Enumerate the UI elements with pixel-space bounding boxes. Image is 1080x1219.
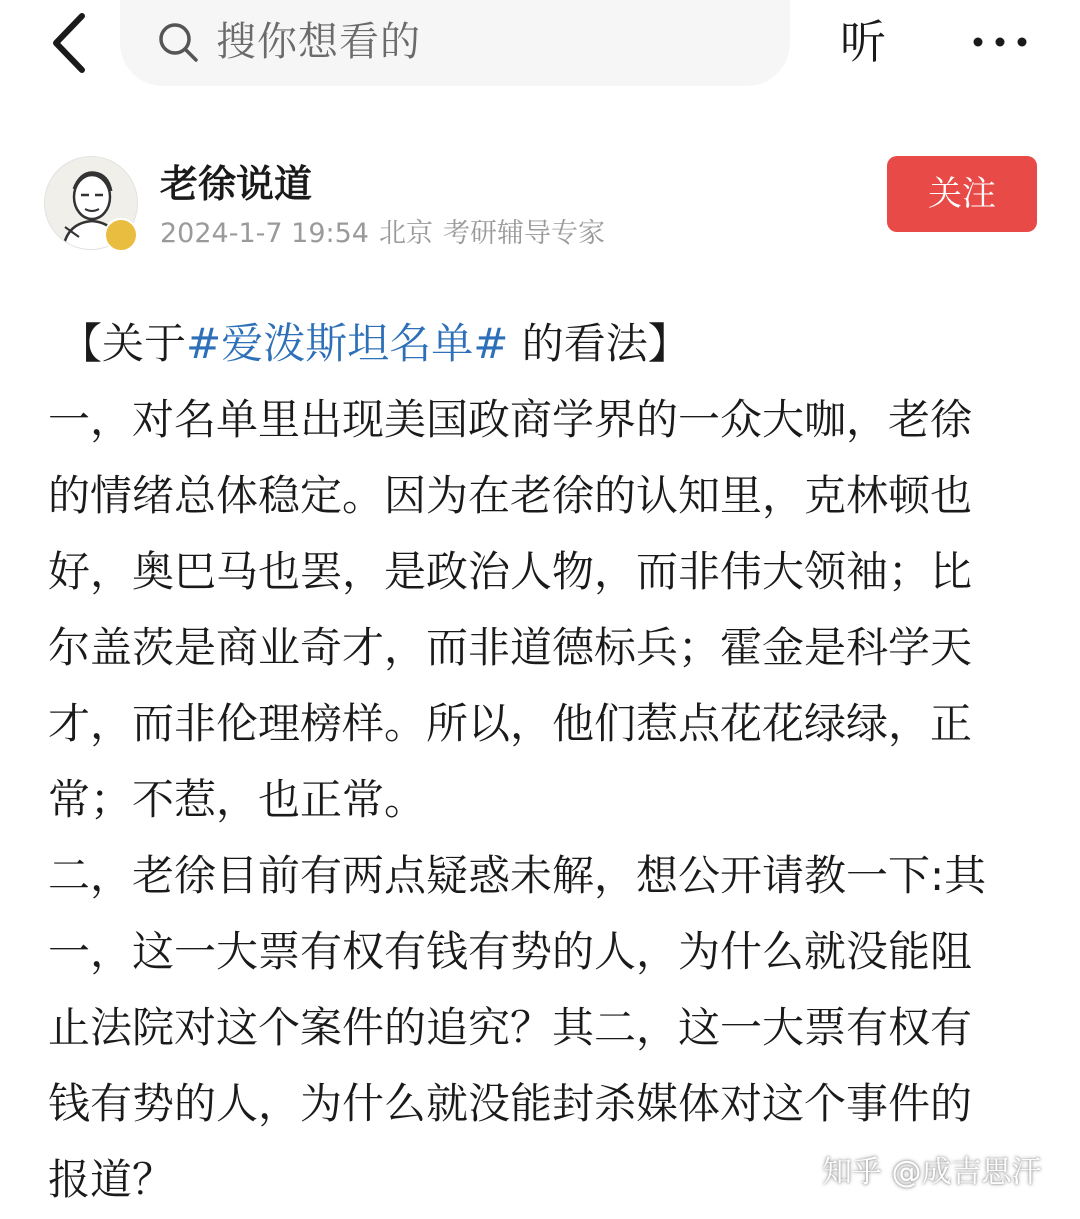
search-box[interactable] [120,0,790,86]
more-dots-icon [968,22,1032,62]
more-button[interactable] [968,22,1032,62]
author-name[interactable]: 老徐说道 [160,162,313,206]
top-bar [0,0,1080,100]
watermark: 知乎 @成吉思汗 [822,1155,1042,1190]
back-button[interactable] [42,8,102,78]
post-date: 2024-1-7 19:54 [160,218,369,249]
paragraph-1: 一，对名单里出现美国政商学界的一众大咖，老徐的情绪总体稳定。因为在老徐的认知里，克林顿也好，奥巴马也罢，是政治人物，而非伟大领袖；比尔盖茨是商业奇才，而非道德标兵；霍金是科学天才，而非伦理榜样。所以，他们惹点花花绿绿，正常；不惹，也正常。 [48,395,973,824]
author-title: 考研辅导专家 [442,218,605,249]
heading-open: 【关于 [60,319,187,368]
post-body [48,306,1008,1218]
search-icon [156,20,200,64]
search-placeholder: 搜你想看的 [216,19,421,65]
listen-button[interactable]: 听 [840,15,886,69]
post-heading [48,306,1008,382]
verified-badge-icon [104,218,138,252]
hashtag-link[interactable]: #爱泼斯坦名单# [186,319,509,368]
paragraph-2: 二，老徐目前有两点疑惑未解，想公开请教一下:其一，这一大票有权有钱有势的人，为什么就没能阻止法院对这个案件的追究？其二，这一大票有权有钱有势的人，为什么就没能封杀媒体对这个事件的报道？ [48,851,987,1204]
follow-button[interactable]: 关注 [887,156,1037,232]
chevron-left-icon [42,8,102,78]
heading-close: 的看法】 [508,319,690,368]
post-meta [160,214,615,254]
post-location: 北京 [378,218,433,249]
